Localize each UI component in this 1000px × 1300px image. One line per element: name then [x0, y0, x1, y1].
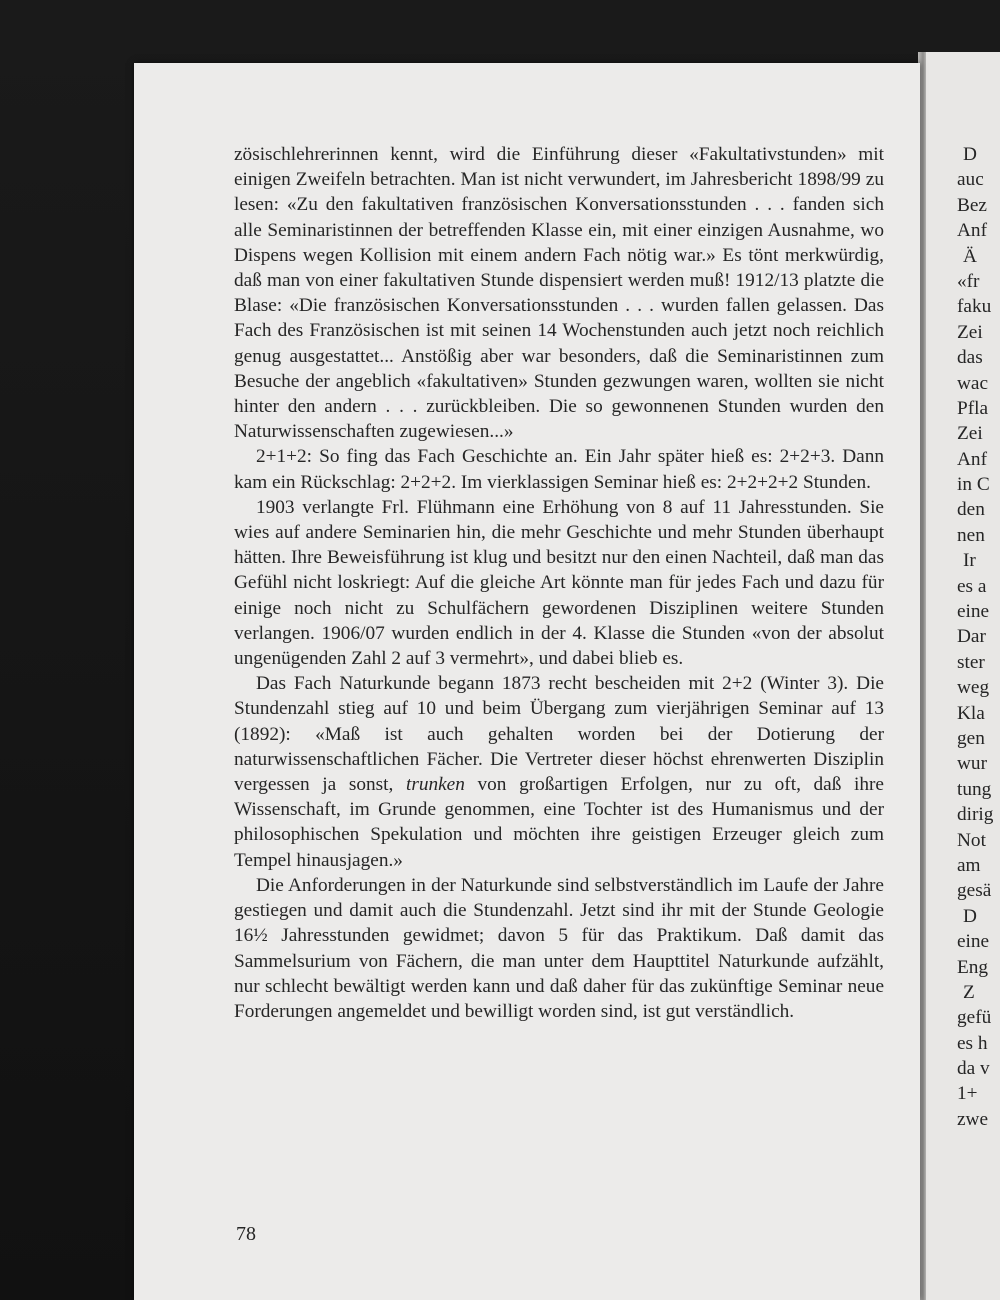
emphasis-word: trunken — [405, 774, 465, 796]
right-line: D — [963, 905, 977, 927]
right-line: Zei — [957, 321, 983, 343]
right-line: da v — [957, 1058, 990, 1080]
right-line: das — [957, 347, 983, 369]
right-line: gen — [957, 727, 985, 749]
right-line: tung — [957, 778, 992, 800]
paragraph-5: Die Anforderungen in der Naturkunde sind selbstverständlich im Laufe der Jahre gestiegen und damit auch die Stundenzahl. Jetzt sind ihr mit der Stunde Geologie 16½ Jahresstunden gewidmet; davon 5 für das Praktikum. Daß damit das Sammelsurium von Fächern, die man unter dem Haupttitel Naturkunde aufzählt, nur schlecht bewältigt werden kann und daß daher für das zukünftige Seminar neue Forderungen angemeldet und bewilligt worden sind, ist gut verständlich. — [234, 874, 884, 1022]
paragraph-4-part-2: von großartigen Erfolgen, nur zu oft, daß ihre Wissenschaft, im Grunde genommen, eine Tochter ist des Humanismus und der philosophischen Spekulation und möchten ihre geistigen Erzeuger gleich zum Tempel hinausjagen.» — [234, 774, 884, 871]
right-line: ster — [957, 651, 985, 673]
right-line: gesä — [957, 880, 992, 902]
right-line: eine — [957, 601, 990, 623]
right-line: D — [963, 144, 977, 165]
right-line: Eng — [957, 956, 989, 978]
page-number: 78 — [236, 1223, 256, 1245]
right-line: Z — [963, 981, 975, 1003]
right-line: am — [957, 854, 981, 876]
right-page-text — [957, 142, 1000, 1132]
right-line: Not — [957, 829, 986, 851]
right-line: es h — [957, 1032, 988, 1054]
right-line: in C — [957, 474, 990, 496]
right-line: Dar — [957, 626, 986, 648]
paragraph-4 — [234, 671, 884, 873]
right-line: wur — [957, 753, 987, 775]
right-line: nen — [957, 524, 985, 546]
right-line: auc — [957, 169, 984, 191]
right-line: Ir — [963, 550, 976, 572]
paragraph-1: zösischlehrerinnen kennt, wird die Einführung dieser «Fakultativstunden» mit einigen Zweifeln betrachten. Man ist nicht verwundert, im Jahresbericht 1898/99 zu lesen: «Zu den fakultativen französischen Konversationsstunden . . . fanden sich alle Seminaristinnen der betreffenden Klasse ein, mit einer einzigen Ausnahme, wo Dispens wegen Kollision mit einem andern Fach nötig war.» Es tönt merkwürdig, daß man von einer fakultativen Stunde dispensiert werden muß! 1912/13 platzte die Blase: «Die französischen Konversationsstunden . . . wurden fallen gelassen. Das Fach des Französischen ist mit seinen 14 Wochenstunden auch jetzt noch reichlich genug ausgestattet... Anstößig aber war besonders, daß die Seminaristinnen zum Besuche der angeblich «fakultativen» Stunden gezwungen waren, wollten sie nicht hinter den andern . . . zurückbleiben. Die so gewonnenen Stunden wurden den Naturwissenschaften zugewiesen...» — [234, 144, 884, 443]
right-line: gefü — [957, 1007, 992, 1029]
right-line: den — [957, 499, 985, 521]
paragraph-2: 2+1+2: So fing das Fach Geschichte an. Ein Jahr später hieß es: 2+2+3. Dann kam ein Rückschlag: 2+2+2. Im vierklassigen Seminar hieß es: 2+2+2+2 Stunden. — [234, 446, 884, 493]
right-line: «fr — [957, 270, 980, 292]
right-line: Pfla — [957, 397, 989, 419]
right-line: dirig — [957, 804, 994, 826]
paragraph-3: 1903 verlangte Frl. Flühmann eine Erhöhung von 8 auf 11 Jahresstunden. Sie wies auf andere Seminarien hin, die mehr Geschichte und mehr Stunden überhaupt hätten. Ihre Beweisführung ist klug und besitzt nur den einen Nachteil, daß man das Gefühl nicht loskriegt: Auf die gleiche Art könnte man für jedes Fach und dazu für einige noch nicht zu Schulfächern gewordenen Disziplinen weitere Stunden verlangen. 1906/07 wurden endlich in der 4. Klasse die Stunden «von der absolut ungenügenden Zahl 2 auf 3 vermehrt», und dabei blieb es. — [234, 496, 884, 670]
right-line: zwe — [957, 1108, 989, 1130]
body-text — [234, 142, 884, 1024]
right-line: Zei — [957, 423, 983, 445]
right-line: wac — [957, 372, 989, 394]
right-line: es a — [957, 575, 987, 597]
right-line: Kla — [957, 702, 985, 724]
right-line: weg — [957, 677, 990, 699]
right-line: faku — [957, 296, 992, 318]
right-line: 1+ — [957, 1083, 978, 1105]
right-line: Ä — [963, 245, 977, 267]
right-line: Bez — [957, 194, 987, 216]
paragraph-4-part-1: Das Fach Naturkunde begann 1873 recht bescheiden mit 2+2 (Winter 3). Die Stundenzahl stieg auf 10 und beim Übergang zum vierjährigen Seminar auf 13 (1892): «Maß ist auch gehalten worden bei der Dotierung der naturwissenschaftlichen Fächer. Die Vertreter dieser höchst ehrenwerten Disziplin vergessen ja sonst, — [234, 673, 884, 796]
right-line: eine — [957, 931, 990, 953]
right-line: Anf — [957, 220, 987, 242]
right-line: Anf — [957, 448, 987, 470]
